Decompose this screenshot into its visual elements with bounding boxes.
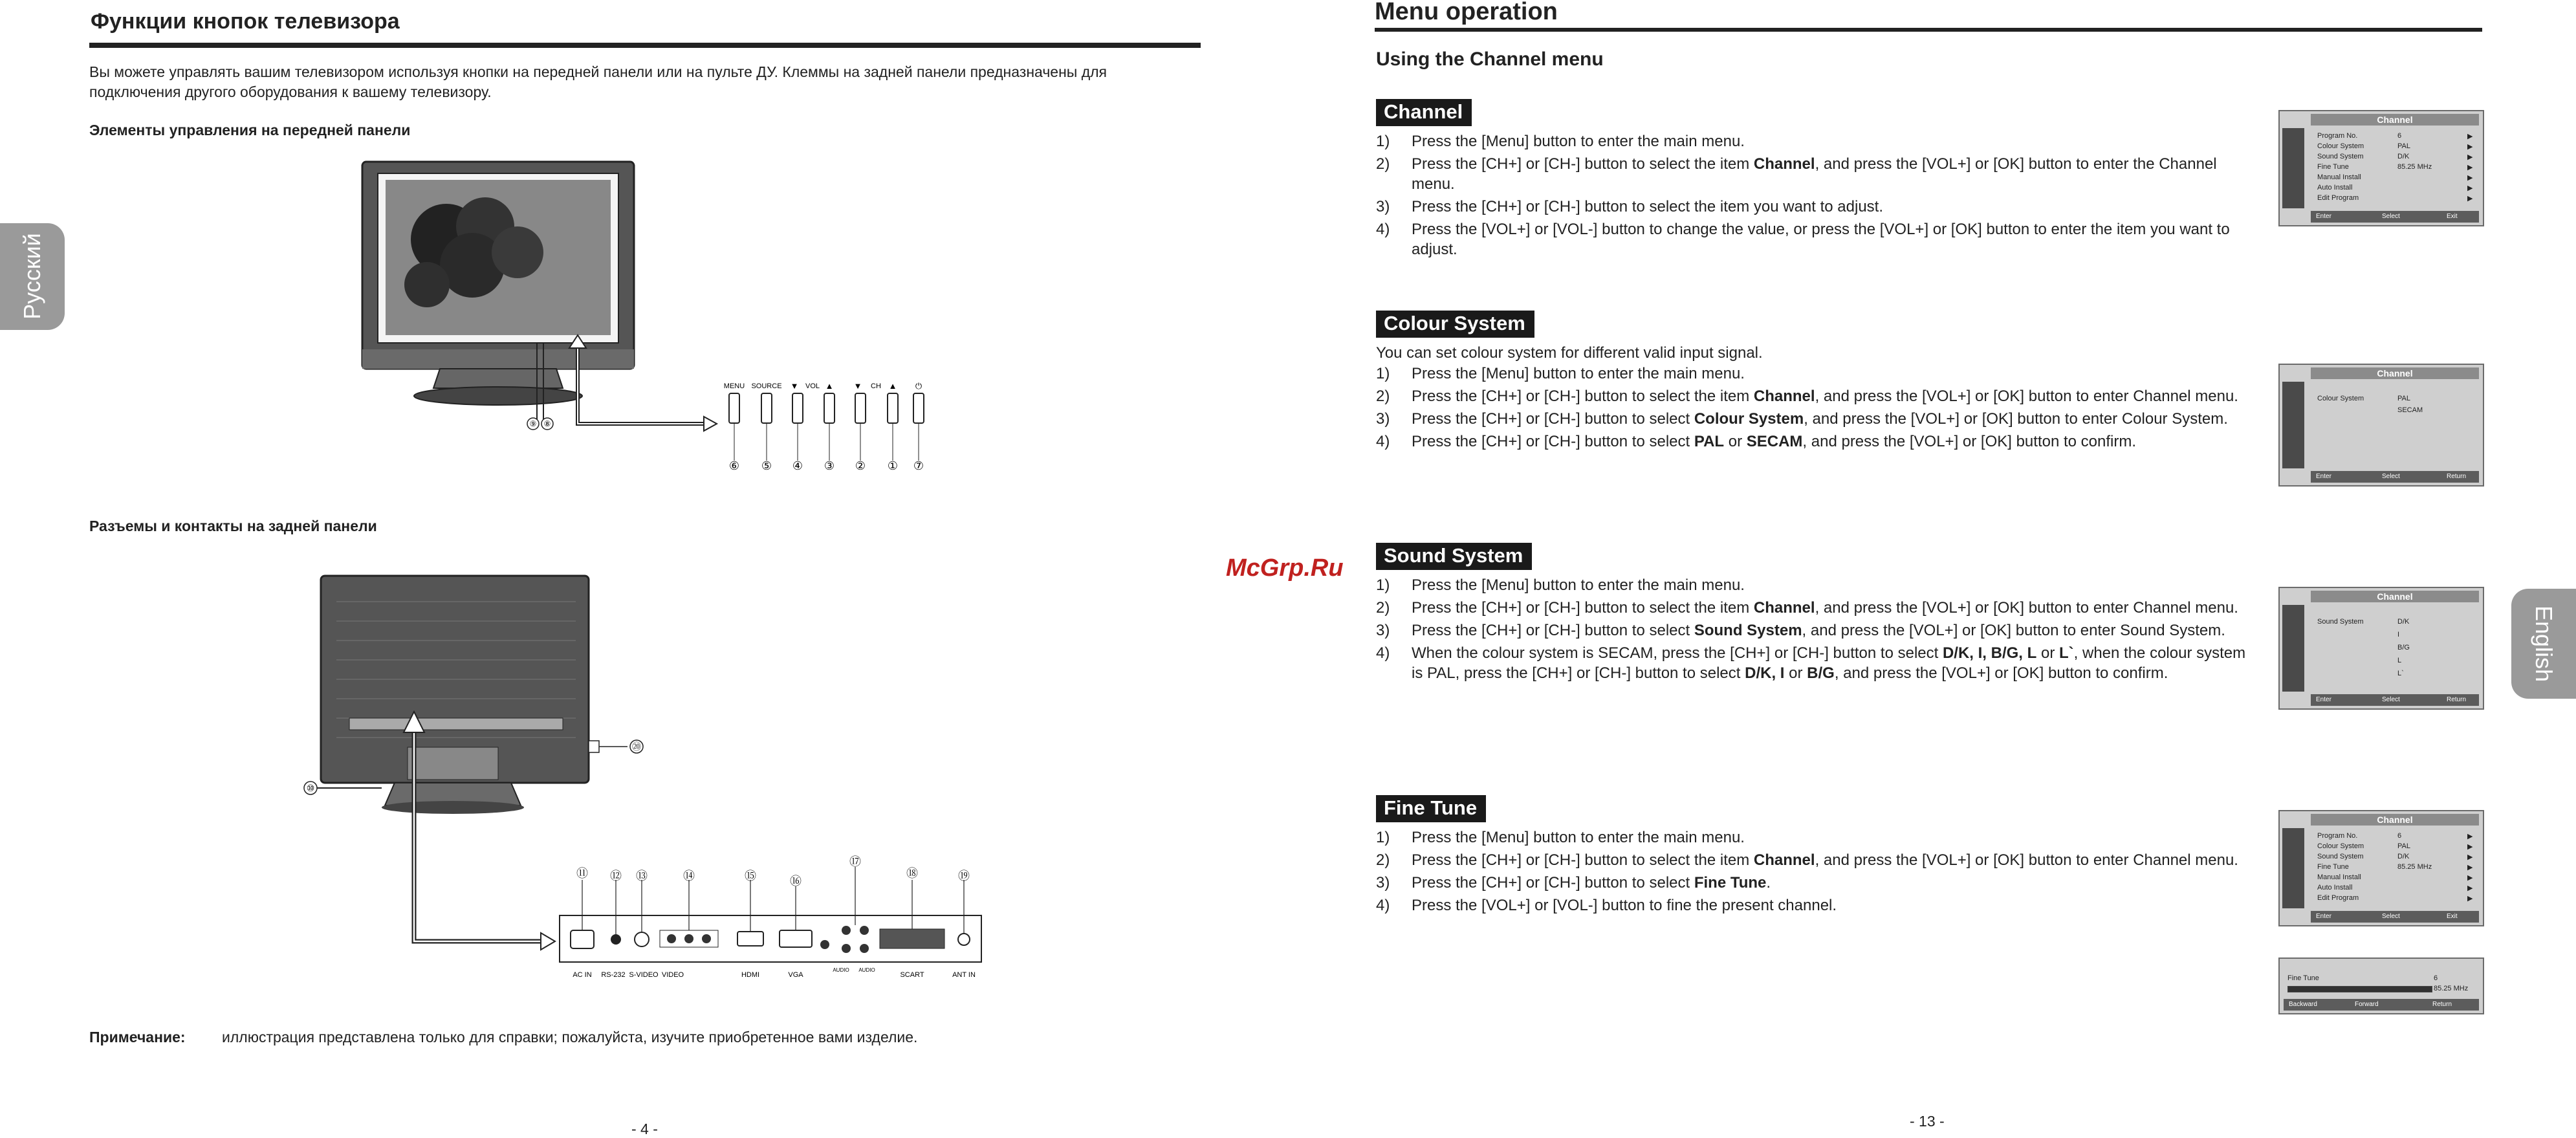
connector-label: AC IN — [573, 971, 592, 979]
step-item — [1376, 620, 2256, 640]
connector-label: ANT IN — [952, 971, 976, 979]
arrow-right-icon: ▶ — [2467, 895, 2473, 903]
rear-number: ⑲ — [958, 870, 970, 882]
osd-foot-enter: Enter — [2316, 696, 2331, 703]
step-number: 4) — [1376, 644, 1390, 662]
rear-panel-diagram — [298, 563, 996, 990]
osd-row-label: Colour System — [2317, 842, 2364, 850]
step-text: Press the [CH+] or [CH-] button to select Colour System, and press the [VOL+] or [OK] button to enter Colour System. — [1412, 410, 2228, 428]
front-number: ⑤ — [761, 459, 772, 472]
language-tab-label: Русский — [19, 233, 45, 320]
arrow-right-icon: ▶ — [2467, 853, 2473, 861]
section-heading-colour-system: Colour System — [1376, 311, 1534, 338]
osd-footer — [2311, 911, 2479, 923]
button-label-vol-up: ▲ — [825, 381, 834, 391]
arrow-right-icon: ▶ — [2467, 884, 2473, 892]
step-text: Press the [Menu] button to enter the main menu. — [1412, 576, 1745, 594]
osd-finetune-channel-menu — [2278, 810, 2484, 926]
colour-steps — [1376, 364, 2256, 454]
language-tab-label: English — [2531, 605, 2557, 683]
step-number: 4) — [1376, 221, 1390, 238]
osd-fine-channel: 6 — [2434, 974, 2438, 982]
osd-row-label: Program No. — [2317, 132, 2358, 140]
osd-fine-progress — [2287, 986, 2432, 992]
language-tab-russian — [0, 223, 65, 330]
step-item — [1376, 850, 2256, 870]
osd-colour-label: Colour System — [2317, 395, 2364, 402]
finetune-steps — [1376, 827, 2256, 918]
button-label-vol: VOL — [805, 382, 820, 390]
osd-row-label: Auto Install — [2317, 884, 2353, 892]
osd-icon-bar — [2282, 828, 2304, 908]
step-text: Press the [VOL+] or [VOL-] button to change the value, or press the [VOL+] or [OK] button to enter the item you want to adjust. — [1412, 221, 2230, 258]
osd-row-value: D/K — [2397, 153, 2410, 160]
osd-sound-option: B/G — [2397, 644, 2410, 651]
osd-foot-select: Select — [2382, 473, 2400, 480]
step-number: 3) — [1376, 874, 1390, 892]
step-text: Press the [Menu] button to enter the main menu. — [1412, 133, 1745, 150]
language-tab-english — [2511, 589, 2576, 699]
rear-number: ⑰ — [849, 855, 861, 868]
button-label-power: ⏻ — [915, 381, 922, 391]
osd-row-value: 6 — [2397, 132, 2402, 140]
page-title: Функции кнопок телевизора — [91, 9, 400, 34]
rear-number: ⑯ — [790, 875, 802, 888]
osd-row-label: Program No. — [2317, 832, 2358, 840]
connector-label: AUDIO — [833, 967, 849, 973]
connector-label: VGA — [788, 971, 803, 979]
step-item — [1376, 895, 2256, 915]
step-item — [1376, 386, 2256, 406]
button-label-ch-down: ▼ — [853, 381, 862, 391]
arrow-right-icon: ▶ — [2467, 153, 2473, 161]
step-item — [1376, 409, 2256, 429]
step-text: Press the [CH+] or [CH-] button to select Sound System, and press the [VOL+] or [OK] button to enter Sound System. — [1412, 622, 2225, 639]
osd-title: Channel — [2311, 114, 2479, 126]
osd-sound-menu — [2278, 587, 2484, 710]
step-item — [1376, 364, 2256, 384]
step-number: 3) — [1376, 410, 1390, 428]
step-item — [1376, 575, 2256, 595]
front-panel-diagram — [349, 155, 957, 479]
step-number: 2) — [1376, 155, 1390, 173]
osd-title: Channel — [2311, 591, 2479, 602]
button-label-menu: MENU — [723, 382, 745, 390]
osd-row-label: Fine Tune — [2317, 863, 2349, 871]
step-number: 3) — [1376, 198, 1390, 215]
rear-panel-heading: Разъемы и контакты на задней панели — [89, 518, 377, 534]
osd-foot-exit: Exit — [2447, 913, 2458, 920]
connector-label: AUDIO — [858, 967, 875, 973]
sound-steps — [1376, 575, 2256, 686]
osd-row-label: Sound System — [2317, 853, 2364, 860]
arrow-right-icon: ▶ — [2467, 164, 2473, 171]
osd-row-label: Edit Program — [2317, 194, 2359, 202]
step-text: Press the [Menu] button to enter the main menu. — [1412, 365, 1745, 382]
arrow-right-icon: ▶ — [2467, 195, 2473, 202]
osd-colour-menu — [2278, 364, 2484, 487]
osd-sound-option: L — [2397, 657, 2402, 664]
note-label: Примечание: — [89, 1029, 186, 1045]
arrow-right-icon: ▶ — [2467, 833, 2473, 840]
osd-foot-enter: Enter — [2316, 473, 2331, 480]
osd-foot-return: Return — [2447, 696, 2467, 703]
step-item — [1376, 598, 2256, 618]
osd-colour-option: PAL — [2397, 395, 2410, 402]
step-text: Press the [CH+] or [CH-] button to select the item Channel, and press the [VOL+] or [OK] button to enter the Channel menu. — [1412, 155, 2217, 193]
rear-side-number: ⑩ — [306, 783, 315, 793]
arrow-right-icon: ▶ — [2467, 864, 2473, 871]
arrow-right-icon: ▶ — [2467, 874, 2473, 882]
front-button-strip — [724, 381, 924, 472]
osd-foot-select: Select — [2382, 913, 2400, 920]
step-number: 4) — [1376, 433, 1390, 450]
rear-number: ⑪ — [576, 867, 588, 880]
tv-number-9: ⑨ — [529, 419, 537, 428]
step-number: 1) — [1376, 829, 1390, 846]
osd-row-label: Manual Install — [2317, 173, 2361, 181]
osd-sound-label: Sound System — [2317, 618, 2364, 626]
step-item — [1376, 827, 2256, 848]
step-text: Press the [CH+] or [CH-] button to select the item Channel, and press the [VOL+] or [OK] button to enter Channel menu. — [1412, 599, 2238, 617]
osd-icon-bar — [2282, 382, 2304, 468]
step-item — [1376, 432, 2256, 452]
button-label-source: SOURCE — [751, 382, 782, 390]
note-text: иллюстрация представлена только для справки; пожалуйста, изучите приобретенное вами изделие. — [222, 1029, 918, 1045]
front-number: ③ — [824, 459, 835, 472]
osd-row-value: 6 — [2397, 832, 2402, 840]
front-number: ⑥ — [728, 459, 740, 472]
rear-number: ⑮ — [745, 870, 756, 882]
osd-title: Channel — [2311, 814, 2479, 826]
button-label-ch: CH — [871, 382, 881, 390]
colour-lead: You can set colour system for different valid input signal. — [1376, 344, 1763, 362]
connector-label: S-VIDEO — [629, 971, 659, 979]
section-heading-fine-tune: Fine Tune — [1376, 795, 1486, 822]
tv-number-8: ⑧ — [543, 419, 551, 428]
osd-footer — [2284, 999, 2479, 1011]
step-text: Press the [CH+] or [CH-] button to select the item Channel, and press the [VOL+] or [OK] button to enter Channel menu. — [1412, 388, 2238, 405]
arrow-right-icon: ▶ — [2467, 143, 2473, 151]
osd-finetune-bar — [2278, 957, 2484, 1014]
osd-row-value: D/K — [2397, 853, 2410, 860]
step-item — [1376, 219, 2256, 259]
osd-icon-bar — [2282, 605, 2304, 692]
step-number: 2) — [1376, 599, 1390, 617]
title-rule-right — [1375, 28, 2482, 32]
front-number: ② — [855, 459, 866, 472]
osd-fine-freq: 85.25 MHz — [2434, 985, 2469, 992]
step-number: 2) — [1376, 851, 1390, 869]
step-text: Press the [Menu] button to enter the main menu. — [1412, 829, 1745, 846]
page-number-right: - 13 - — [1910, 1113, 1945, 1130]
section-heading-channel: Channel — [1376, 99, 1472, 126]
connector-label: HDMI — [741, 971, 760, 979]
osd-foot-return: Return — [2447, 473, 2467, 480]
step-number: 1) — [1376, 133, 1390, 150]
step-number: 4) — [1376, 897, 1390, 914]
osd-row-value: 85.25 MHz — [2397, 863, 2432, 871]
step-number: 2) — [1376, 388, 1390, 405]
osd-foot-forward: Forward — [2355, 1001, 2379, 1008]
osd-row-label: Manual Install — [2317, 873, 2361, 881]
osd-foot-return: Return — [2432, 1001, 2452, 1008]
osd-row-value: 85.25 MHz — [2397, 163, 2432, 171]
front-panel-heading: Элементы управления на передней панели — [89, 122, 411, 138]
osd-row-label: Sound System — [2317, 153, 2364, 160]
intro-paragraph: Вы можете управлять вашим телевизором используя кнопки на передней панели или на пульте ДУ. Клеммы на задней панели предназначены для подключения другого оборудования к вашему телевизору. — [89, 63, 1108, 100]
step-item — [1376, 643, 2256, 683]
osd-title: Channel — [2311, 367, 2479, 379]
rear-number: ⑭ — [683, 870, 695, 882]
title-rule — [89, 43, 1201, 48]
button-label-ch-up: ▲ — [888, 381, 897, 391]
rear-number: ⑱ — [906, 867, 918, 880]
front-number: ⑦ — [913, 459, 924, 472]
arrow-right-icon: ▶ — [2467, 174, 2473, 182]
arrow-right-icon: ▶ — [2467, 133, 2473, 140]
step-text: Press the [CH+] or [CH-] button to select PAL or SECAM, and press the [VOL+] or [OK] button to confirm. — [1412, 433, 2137, 450]
front-number: ① — [887, 459, 899, 472]
connector-label: SCART — [900, 971, 924, 979]
button-label-vol-down: ▼ — [790, 381, 799, 391]
step-text: Press the [VOL+] or [VOL-] button to fine the present channel. — [1412, 897, 1837, 914]
rear-side-number: ⑳ — [632, 741, 641, 752]
step-number: 3) — [1376, 622, 1390, 639]
osd-sound-option: D/K — [2397, 618, 2410, 626]
step-number: 1) — [1376, 365, 1390, 382]
watermark: McGrp.Ru — [1226, 554, 1344, 582]
osd-row-label: Colour System — [2317, 142, 2364, 150]
osd-channel-menu — [2278, 110, 2484, 226]
step-text: Press the [CH+] or [CH-] button to select the item you want to adjust. — [1412, 198, 1883, 215]
step-text: Press the [CH+] or [CH-] button to select Fine Tune. — [1412, 874, 1771, 892]
osd-foot-enter: Enter — [2316, 213, 2331, 220]
channel-steps — [1376, 131, 2256, 262]
osd-footer — [2311, 694, 2479, 706]
osd-foot-exit: Exit — [2447, 213, 2458, 220]
osd-footer — [2311, 471, 2479, 483]
step-item — [1376, 873, 2256, 893]
osd-foot-enter: Enter — [2316, 913, 2331, 920]
arrow-right-icon: ▶ — [2467, 184, 2473, 192]
osd-sound-option: L` — [2397, 670, 2404, 677]
step-item — [1376, 131, 2256, 151]
osd-icon-bar — [2282, 128, 2304, 208]
step-text: Press the [CH+] or [CH-] button to select the item Channel, and press the [VOL+] or [OK] button to enter Channel menu. — [1412, 851, 2238, 869]
osd-row-label: Auto Install — [2317, 184, 2353, 191]
osd-row-value: PAL — [2397, 842, 2410, 850]
osd-colour-option: SECAM — [2397, 406, 2423, 414]
section-heading-sound-system: Sound System — [1376, 543, 1532, 570]
rear-number: ⑬ — [636, 870, 648, 882]
osd-row-label: Fine Tune — [2317, 163, 2349, 171]
step-item — [1376, 197, 2256, 217]
front-number: ④ — [792, 459, 803, 472]
connector-label: VIDEO — [661, 971, 684, 979]
osd-sound-option: I — [2397, 631, 2400, 639]
osd-foot-select: Select — [2382, 696, 2400, 703]
page-title-right: Menu operation — [1375, 0, 1558, 25]
page-subtitle: Using the Channel menu — [1376, 49, 1604, 70]
osd-foot-backward: Backward — [2289, 1001, 2317, 1008]
osd-foot-select: Select — [2382, 213, 2400, 220]
connector-label: RS-232 — [601, 971, 626, 979]
page-number-left: - 4 - — [631, 1121, 658, 1137]
osd-row-value: PAL — [2397, 142, 2410, 150]
osd-footer — [2311, 211, 2479, 223]
rear-number: ⑫ — [610, 870, 622, 882]
arrow-right-icon: ▶ — [2467, 843, 2473, 851]
step-item — [1376, 154, 2256, 194]
osd-row-label: Edit Program — [2317, 894, 2359, 902]
osd-fine-label: Fine Tune — [2287, 974, 2319, 982]
step-text: When the colour system is SECAM, press the [CH+] or [CH-] button to select D/K, I, B/G, L or L`, when the colour system is PAL, press the [CH+] or [CH-] button to select D/K, I or B/G, and press the [VOL+] or [OK] button to confirm. — [1412, 644, 2246, 682]
step-number: 1) — [1376, 576, 1390, 594]
